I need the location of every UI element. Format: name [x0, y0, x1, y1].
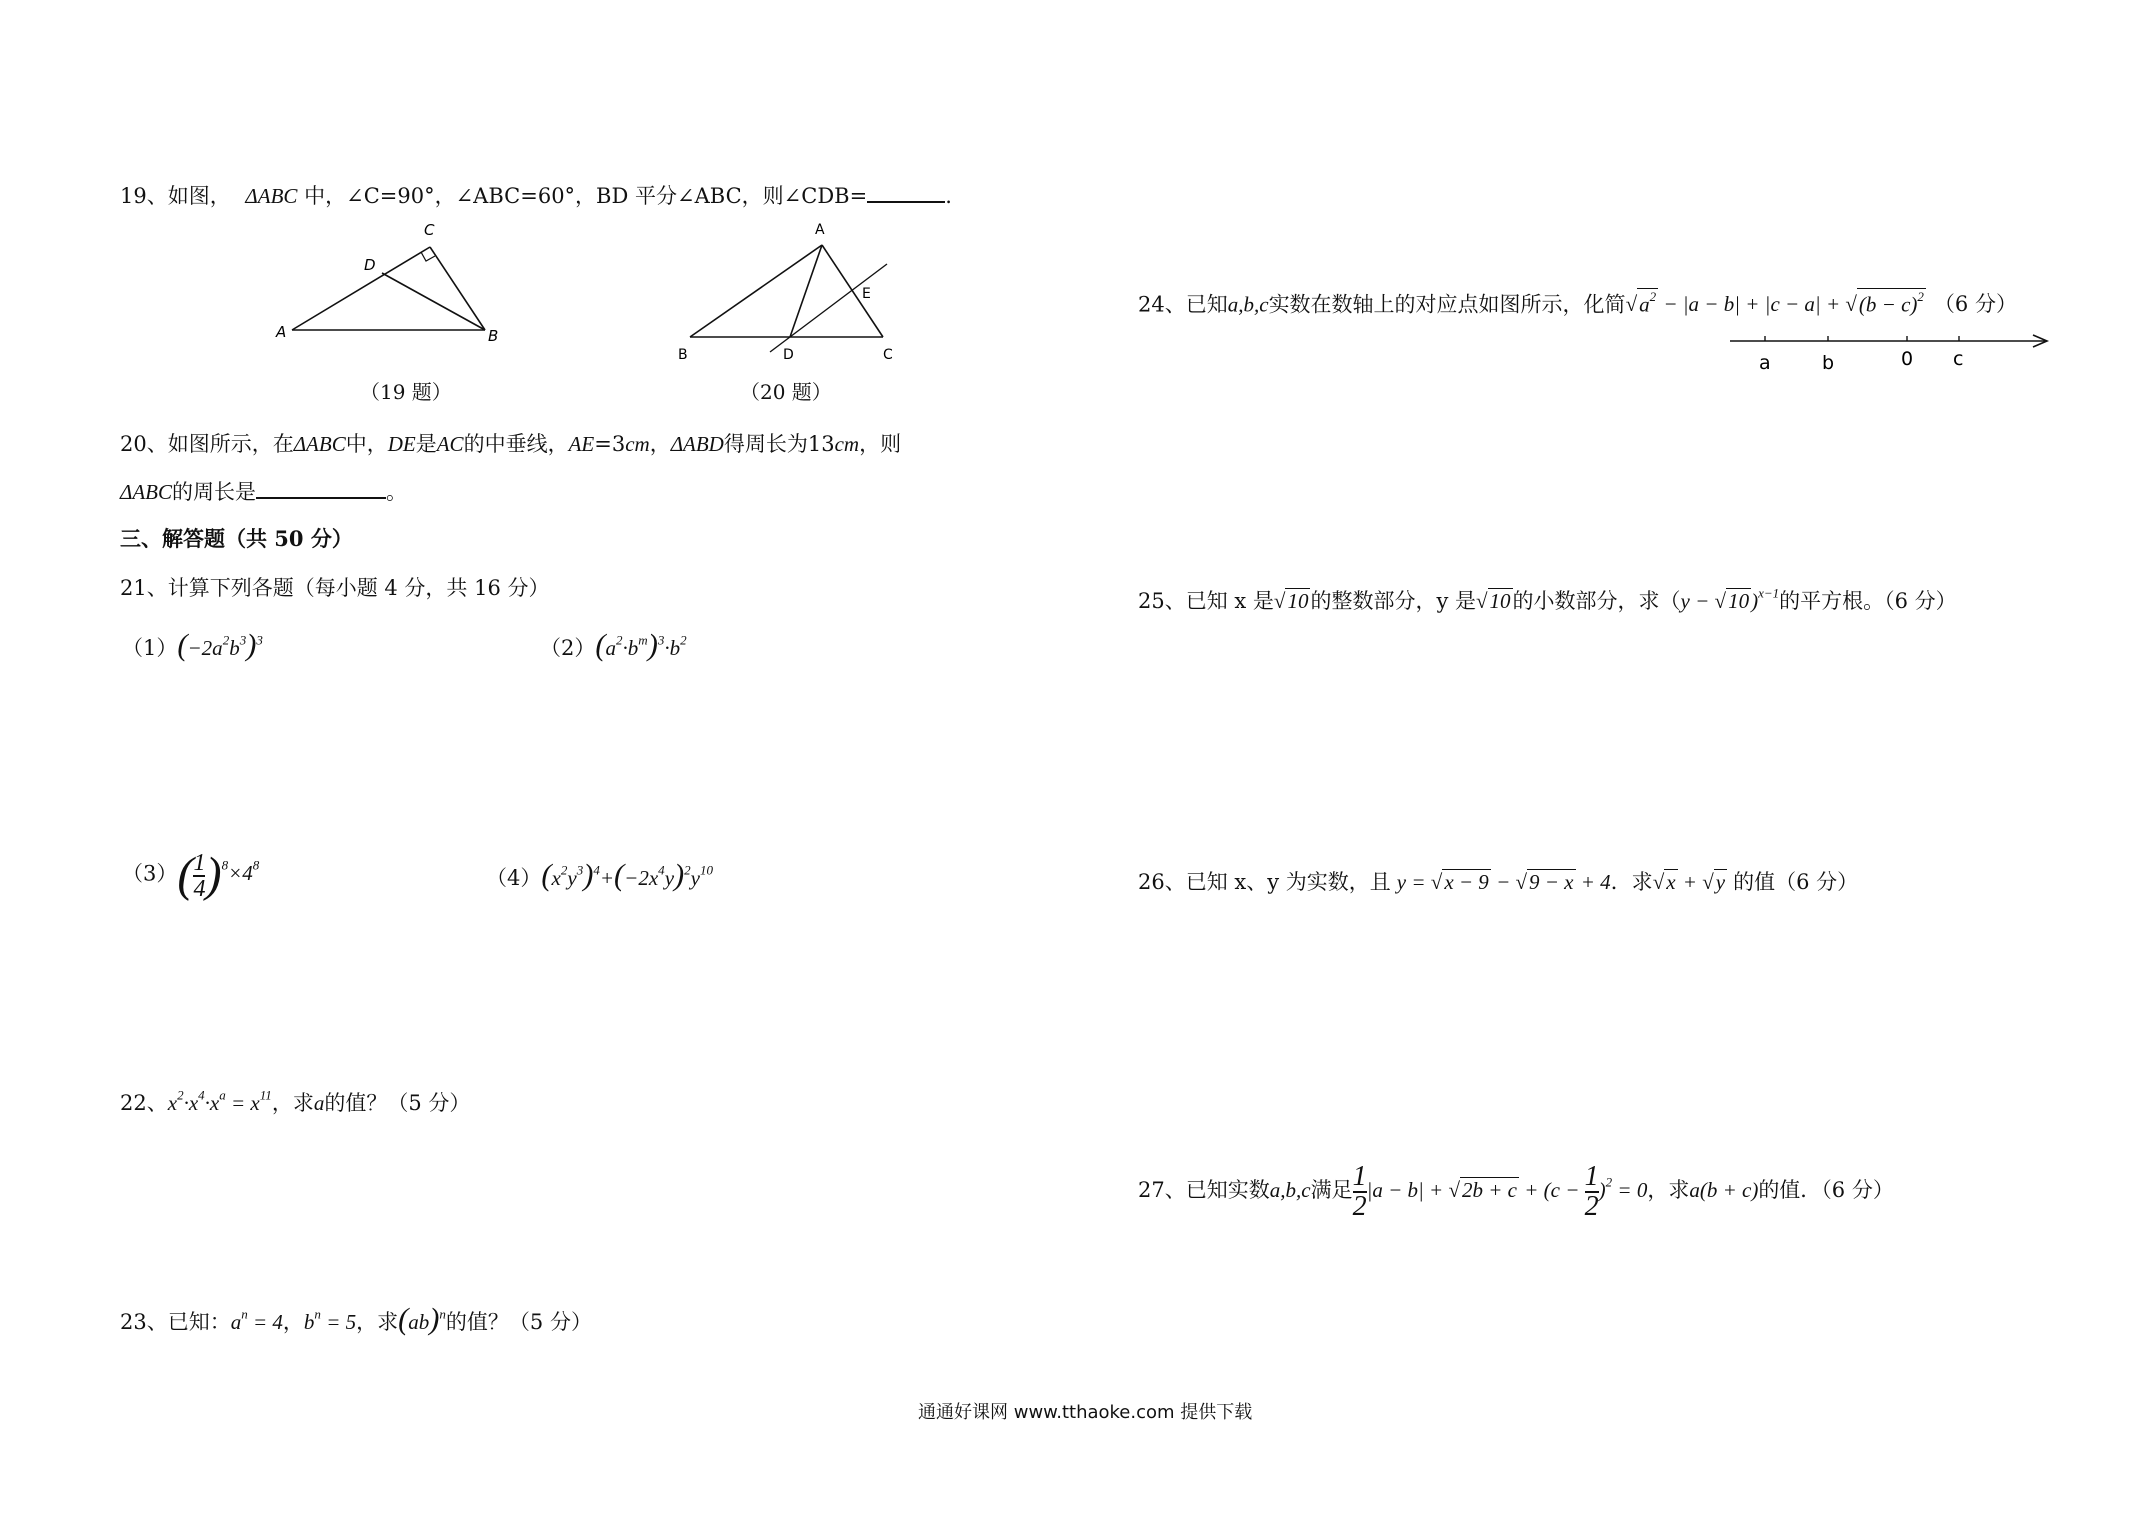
q20-text: =3	[594, 432, 626, 456]
question-20-line2	[120, 476, 407, 506]
q19-answer-blank[interactable]	[867, 201, 945, 203]
q23-eq1: $a^n = 4$	[230, 1306, 283, 1334]
fig20-label-a: A	[815, 222, 825, 238]
q21-part-1-expr: $(-2a^2b^3)^3$	[177, 628, 263, 662]
fig19-label-a: A	[276, 323, 287, 341]
q20-text: 得周长为13	[723, 432, 835, 456]
footer: 通通好课网 www.tthaoke.com 提供下载	[918, 1402, 1253, 1423]
q20-text: 是	[415, 432, 437, 456]
q26-text: 的值（6 分）	[1733, 870, 1859, 894]
q22-end: 的值？（5 分）	[324, 1091, 471, 1115]
q21-part-1-label: （1）	[122, 636, 178, 660]
q25-text: 的平方根。（6 分）	[1779, 589, 1957, 613]
figure-19	[270, 215, 510, 355]
q20-ae: AE	[568, 432, 595, 456]
q23-number: 23、已知：	[120, 1310, 231, 1334]
q26-text: ．求	[1610, 870, 1653, 894]
q19-end: .	[945, 184, 952, 208]
question-19	[120, 180, 952, 210]
q20-triangle-abd: ΔABD	[670, 432, 724, 456]
number-line-label-a: a	[1759, 352, 1771, 374]
q23-text: ，求	[356, 1310, 399, 1334]
q19-triangle: ΔABC	[245, 184, 298, 208]
q26-equation: y = √x − 9 − √9 − x + 4	[1396, 870, 1611, 894]
fig19-right-angle-mark	[421, 252, 435, 261]
q26-number: 26、已知 x、y 为实数，且	[1138, 870, 1391, 894]
question-24	[1138, 288, 2017, 318]
question-20	[120, 428, 901, 458]
q20-text: ，	[649, 432, 671, 456]
figure-20	[670, 212, 910, 372]
q23-eq2: $b^n = 5$	[303, 1306, 357, 1334]
q20-unit: cm	[625, 432, 650, 456]
q26-expr: √x + √y	[1652, 870, 1726, 894]
q23-expr: (ab)$^n$	[398, 1302, 446, 1336]
question-26	[1138, 866, 1858, 896]
q24-variables: a,b,c	[1227, 292, 1269, 317]
q20-text: ，则	[859, 432, 902, 456]
q25-sqrt10-2: √10	[1476, 589, 1511, 613]
fig20-side-ba	[690, 245, 822, 337]
q27-variables: a,b,c	[1269, 1177, 1311, 1202]
q21-part-3-expr: ( $\frac{1}{4}$ )$^8\times 4^8$	[177, 849, 260, 902]
number-line-label-0: 0	[1901, 348, 1914, 370]
q20-triangle-abc-2: ΔABC	[120, 480, 172, 504]
q25-text: 的整数部分，y 是	[1310, 589, 1476, 613]
q20-unit: cm	[834, 432, 860, 456]
q20-triangle-abc: ΔABC	[293, 432, 346, 456]
q20-end: 。	[386, 480, 407, 504]
q21-part-4-expr: $(x^2y^3)^4+(-2x^4y)^2y^{10}$	[541, 858, 714, 892]
q25-sqrt10: √10	[1273, 589, 1309, 613]
q22-number: 22、	[120, 1091, 168, 1115]
q21-part-3	[122, 848, 259, 903]
q21-part-4-label: （4）	[486, 866, 542, 890]
q25-number: 25、已知 x 是	[1138, 589, 1274, 613]
q27-text: 满足	[1310, 1177, 1353, 1202]
fig19-label-c: C	[424, 221, 435, 239]
q25-expr: y − √10)$^{x-1}$	[1680, 585, 1780, 613]
fig20-side-ac	[822, 245, 883, 337]
question-27	[1138, 1163, 1894, 1221]
q24-score: （6 分）	[1933, 292, 2017, 317]
q23-text: ，	[282, 1310, 304, 1334]
q27-text: 的值．（6 分）	[1758, 1177, 1894, 1202]
fig19-label-b: B	[488, 327, 499, 345]
q27-text: ，求	[1647, 1177, 1690, 1202]
section-3-heading: 三、解答题（共 50 分）	[120, 526, 353, 551]
q21-part-2	[540, 628, 687, 663]
fig19-label-d: D	[364, 256, 376, 274]
q21-part-1	[122, 628, 263, 663]
q20-number: 20、如图所示，在	[120, 432, 294, 456]
q22-variable: a	[313, 1091, 325, 1115]
q20-answer-blank[interactable]	[256, 497, 386, 499]
number-line	[1725, 326, 2065, 376]
q27-expr: a(b + c)	[1689, 1177, 1759, 1202]
q23-end: 的值？（5 分）	[445, 1310, 592, 1334]
fig20-label-e: E	[862, 286, 871, 302]
question-23	[120, 1302, 592, 1337]
number-line-label-b: b	[1822, 352, 1835, 374]
q20-de: DE	[387, 432, 416, 456]
fig20-segment-ad	[790, 245, 822, 337]
fig20-caption: （20 题）	[740, 380, 832, 404]
fig19-segment-bd	[382, 273, 485, 330]
fig20-perpendicular-de	[770, 264, 887, 352]
q20-ac: AC	[436, 432, 464, 456]
q19-text: 中，∠C=90°，∠ABC=60°，BD 平分∠ABC，则∠CDB=	[304, 184, 868, 208]
fig20-label-c: C	[883, 347, 893, 363]
question-25	[1138, 585, 1957, 615]
q21-part-3-label: （3）	[122, 861, 178, 886]
q22-text: ，求	[271, 1091, 314, 1115]
fig20-label-b: B	[678, 347, 688, 363]
q27-number: 27、已知实数	[1138, 1177, 1270, 1202]
q24-text: 实数在数轴上的对应点如图所示，化简	[1268, 292, 1626, 317]
q21-part-4	[486, 858, 713, 893]
q20-text: 的中垂线，	[463, 432, 569, 456]
question-21: 21、计算下列各题（每小题 4 分，共 16 分）	[120, 576, 550, 600]
q22-equation: $x^2\cdot x^4\cdot x^a = x^{11}$	[167, 1087, 272, 1115]
fig20-label-d: D	[783, 347, 794, 363]
number-line-label-c: c	[1953, 348, 1964, 370]
q20-text: 的周长是	[172, 480, 256, 504]
q27-equation: $\frac{1}{2}$ |a − b| + √2b + c + (c − $\frac{1}{2}$ )$^2$ = 0	[1352, 1161, 1648, 1222]
fig19-side-cb	[430, 247, 485, 330]
question-22	[120, 1087, 470, 1117]
q24-expression: $√a^2 - |a - b| + |c - a| + √(b - c)^2$	[1625, 289, 1924, 317]
q24-number: 24、已知	[1138, 292, 1228, 317]
q20-text: 中，	[345, 432, 388, 456]
q21-part-2-expr: $(a^2\cdot b^m)^3\cdot b^2$	[595, 628, 687, 662]
fig19-caption: （19 题）	[360, 380, 452, 404]
q19-number: 19、如图，	[120, 184, 231, 208]
q21-part-2-label: （2）	[540, 636, 596, 660]
q25-text: 的小数部分，求（	[1512, 589, 1681, 613]
